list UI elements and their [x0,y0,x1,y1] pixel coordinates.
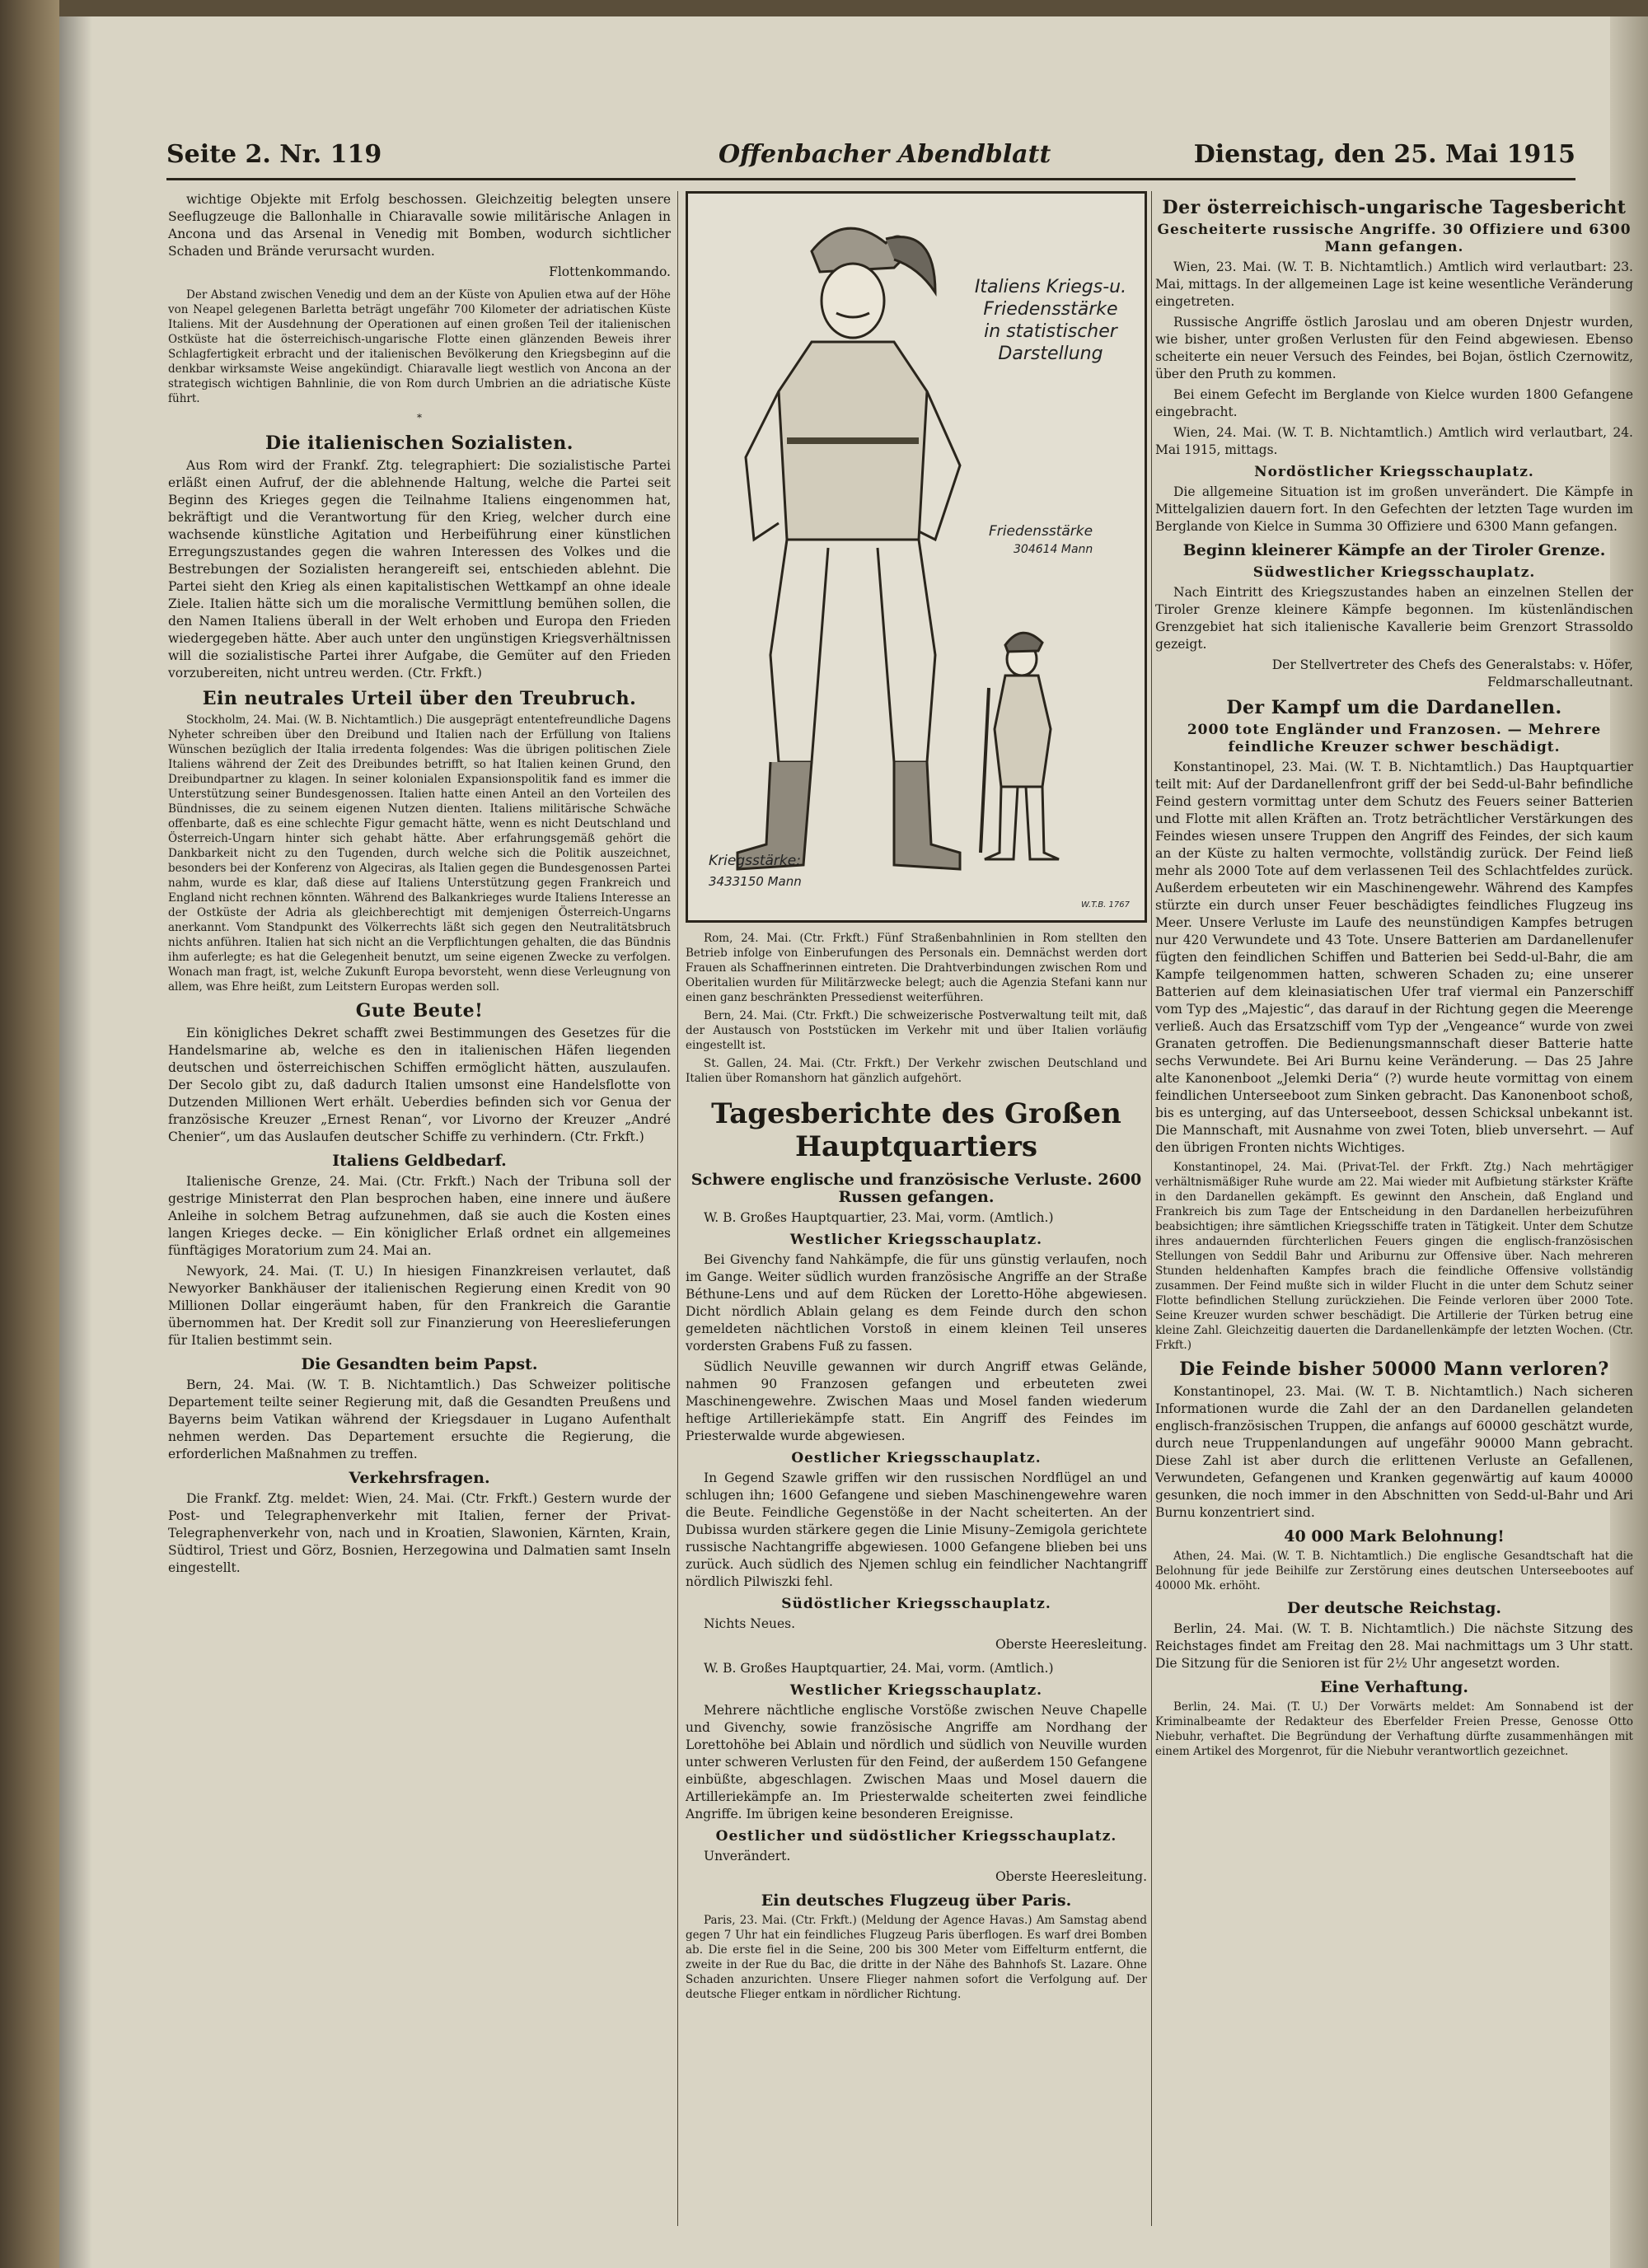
article-text: Wien, 23. Mai. (W. T. B. Nichtamtlich.) Amtlich wird verlautbart: 23. Mai, mittags. In der allgemeinen Lage ist keine wesentliche Veränderung eingetreten. [1155,260,1633,309]
separator: * [417,412,422,423]
illustration-signature: W.T.B. 1767 [1080,900,1130,910]
article-text: Die Frankf. Ztg. meldet: Wien, 24. Mai. (Ctr. Frkft.) Gestern wurde der Post- und Telegraphenverkehr mit Italien, ferner der Privat-Telegraphenverkehr von, nach und in Kroatien, Slawonien, Kärnten, Krain, Südtirol, Triest und Görz, Bosnien, Herzegowina und Dalmatien samt Inseln eingestellt. [168,1491,671,1575]
peace-strength-label: Friedensstärke [989,523,1093,540]
article-text: Berlin, 24. Mai. (W. T. B. Nichtamtlich.) Die nächste Sitzung des Reichstages findet am Freitag den 28. Mai nachmittags um 3 Uhr statt. Die Sitzung für die Senioren ist für 2½ Uhr angesetzt worden. [1155,1621,1633,1671]
article-text: wichtige Objekte mit Erfolg beschossen. Gleichzeitig belegten unsere Seeflugzeuge die Ballonhalle in Chiaravalle sowie militärische Anlagen in Ancona und das Arsenal in Venedig mit Bomben, wodurch sichtlicher Schaden und Brände verursacht wurden. [168,192,671,259]
article-text: Athen, 24. Mai. (W. T. B. Nichtamtlich.) Die englische Gesandtschaft hat die Belohnung für jede Beihilfe zur Zerstörung eines deutschen Unterseebootes auf 40000 Mk. erhöht. [1155,1550,1633,1592]
headline: Italiens Geldbedarf. [332,1152,507,1170]
headline: Ein neutrales Urteil über den Treubruch. [202,688,637,709]
subheadline: Südwestlicher Kriegsschauplatz. [1252,564,1536,581]
article-text: In Gegend Szawle griffen wir den russischen Nordflügel an und schlugen ihn; 1600 Gefangene und sieben Maschinengewehre waren die Beute. Feindliche Gegenstöße in der Nacht scheiterten. An der Dubissa wurden stärkere gegen die Linie Misuny–Zemigola gerichtete russische Nachtangriffe abgewiesen. 1000 Gefangene blieben bei uns zurück. Auch südlich des Njemen schlug ein feindlicher Nachtangriff nördlich Pilwiszki fehl. [686,1471,1147,1589]
article-text: Bern, 24. Mai. (W. T. B. Nichtamtlich.) Das Schweizer politische Departement teilte seiner Regierung mit, daß die Gesandten Preußens und Bayerns beim Vatikan während der Kriegsdauer in Lugano Aufenthalt nehmen werden. Das Departement ersuchte die Regierung, die erforderlichen Maßnahmen zu treffen. [168,1377,671,1461]
article-text: Paris, 23. Mai. (Ctr. Frkft.) (Meldung der Agence Havas.) Am Samstag abend gegen 7 Uhr hat ein feindliches Flugzeug Paris überflogen. Es warf drei Bomben ab. Die erste fiel in die Seine, 200 bis 300 Meter vom Eiffelturm entfernt, die zweite in der Rue du Bac, die dritte in der Nähe des Bahnhofs St. Lazare. Ohne Schaden anzurichten. Unsere Flieger nahmen sofort die Verfolgung auf. Der deutsche Flieger entkam in nördlicher Richtung. [686,1914,1147,2001]
column-1 [168,191,671,1580]
page-header [109,140,1575,181]
column-3 [1155,191,1633,1762]
headline: Verkehrsfragen. [349,1469,490,1487]
headline: Die Gesandten beim Papst. [301,1355,538,1373]
article-text: Bei einem Gefecht im Berglande von Kielce wurden 1800 Gefangene eingebracht. [1155,387,1633,419]
soldier-illustration [686,191,1147,923]
dateline: W. B. Großes Hauptquartier, 23. Mai, vorm. (Amtlich.) [704,1210,1054,1225]
article-signature: Flottenkommando. [549,264,671,279]
article-signature: Oberste Heeresleitung. [995,1637,1147,1652]
article-text: Konstantinopel, 23. Mai. (W. T. B. Nichtamtlich.) Nach sicheren Informationen wurde die Zahl der an den Dardanellen gelandeten englisch-französischen Truppen, die anfangs auf 60000 geschätzt wurde, durch neue Truppenlandungen auf ungefähr 90000 Mann gebracht. Diese Zahl ist aber durch die erlittenen Verluste an Gefallenen, Verwundeten, Gefangenen und Kranken gegenwärtig auf kaum 40000 gesunken, die noch immer in den Abschnitten von Sedd-ul-Bahr und Ari Burnu konzentriert sind. [1155,1384,1633,1520]
article-text: Südlich Neuville gewannen wir durch Angriff etwas Gelände, nahmen 90 Franzosen gefangen und erbeuteten zwei Maschinengewehre. Zwischen Maas und Mosel fanden wiederum heftige Artilleriekämpfe statt. Ein Angriff des Feindes im Priesterwalde wurde abgewiesen. [686,1359,1147,1443]
issue-date: Dienstag, den 25. Mai 1915 [1193,140,1575,169]
headline: Schwere englische und französische Verluste. 2600 Russen gefangen. [691,1171,1142,1206]
article-signature: Oberste Heeresleitung. [995,1869,1147,1884]
article-text: Mehrere nächtliche englische Vorstöße zwischen Neuve Chapelle und Givenchy, sowie französische Angriffe am Nordhang der Lorettohöhe bei Ablain und nördlich und südlich von Neuville wurden unter schweren Verlusten für den Feind, der außerdem 150 Gefangene einbüßte, abgeschlagen. Zwischen Maas und Mosel dauern die Artilleriekämpfe an. Im Priesterwalde scheiterten zwei feindliche Angriffe. Im übrigen keine besonderen Ereignisse. [686,1703,1147,1821]
article-text: Bei Givenchy fand Nahkämpfe, die für uns günstig verlaufen, noch im Gange. Weiter südlich wurden französische Angriffe an der Straße Béthune-Lens und auf dem Rücken der Loretto-Höhe abgewiesen. Dicht nördlich Ablain gelang es dem Feinde durch den schon gemeldeten nächtlichen Vorstoß in einem kleinen Teil unseres vordersten Grabens Fuß zu fassen. [686,1252,1147,1354]
article-text: Nichts Neues. [704,1616,796,1631]
subheadline: Westlicher Kriegsschauplatz. [789,1232,1043,1248]
headline: Tagesberichte des Großen Hauptquartiers [711,1097,1121,1163]
subheadline: Südöstlicher Kriegsschauplatz. [781,1596,1051,1612]
subheadline: 2000 tote Engländer und Franzosen. — Mehrere feindliche Kreuzer schwer beschädigt. [1187,722,1602,755]
article-text: Konstantinopel, 23. Mai. (W. T. B. Nichtamtlich.) Das Hauptquartier teilt mit: Auf der Dardanellenfront griff der bei Sedd-ul-Bahr befindliche Feind gestern vormittag unter dem Schutz des Feuers seiner Batterien und Flotte mit allen Kräften an. Trotz beträchtlicher Verstärkungen des Feindes wiesen unsere Truppen den Angriff des Feindes, der sich kaum an der Küste zu halten vermochte, vollständig zurück. Der Feind ließ mehr als 2000 Tote auf dem verlassenen Teil des Schlachtfeldes zurück. Außerdem erbeuteten wir ein Maschinengewehr. Während des Kampfes stürzte ein durch unser Feuer beschädigtes feindliches Flugzeug ins Meer. Unsere Verluste im Laufe des neunstündigen Kampfes betrugen nur 420 Verwundete und 43 Tote. Unsere Batterien am Dardanellenufer fügten den feindlichen Schiffen und Batterien bei Sedd-ul-Bahr, die am Kampfe teilgenommen hatten, schweren Schaden zu; eine unserer Batterien auf dem kleinasiatischen Ufer traf viermal ein Panzerschiff vom Typ des „Majestic“, das darauf in der Richtung gegen die Meerenge verließ. Auch das Ersatzschiff vom Typ der „Vengeance“ wurde von zwei Granaten getroffen. Die Bedienungsmannschaft dieser Batterie hatte sechs Verwundete. Bei Ari Burnu keine Veränderung. — Das 25 Jahre alte Kanonenboot „Jelemki Deria“ (?) wurde heute vormittag von einem feindlichen Unterseeboot zum Sinken gebracht. Das Kanonenboot schoß, bis es unterging, auf das Unterseeboot, dessen Schicksal unbekannt ist. Die Mannschaft, mit Ausnahme von zwei Toten, blieb unversehrt. — Auf den übrigen Fronten nichts Wichtiges. [1155,760,1633,1155]
column-rule [1151,191,1152,2226]
headline: Beginn kleinerer Kämpfe an der Tiroler Grenze. [1182,541,1606,559]
column-rule [677,191,678,2226]
subheadline: Gescheiterte russische Angriffe. 30 Offiziere und 6300 Mann gefangen. [1157,222,1632,255]
gutter-shadow [59,16,92,2268]
article-text: Newyork, 24. Mai. (T. U.) In hiesigen Finanzkreisen verlautet, daß Newyorker Bankhäuser der italienischen Regierung einen Kredit von 90 Millionen Dollar eingeräumt haben, für den Frankreich die Garantie übernommen hat. Der Kredit soll zur Finanzierung von Heereslieferungen für Italien bestimmt sein. [168,1264,671,1348]
war-strength-value: 3433150 Mann [709,874,802,889]
headline: Die italienischen Sozialisten. [265,433,574,454]
headline: Eine Verhaftung. [1320,1678,1468,1696]
headline: Gute Beute! [355,1000,484,1022]
article-text: Ein königliches Dekret schafft zwei Bestimmungen des Gesetzes für die Handelsmarine ab, welche es den in italienischen Häfen liegenden deutschen und österreichischen Schiffen ermöglicht hätten, auszulaufen. Der Secolo gibt zu, daß dadurch Italien umsonst eine Handelsflotte von Dutzenden Millionen Wert erhält. Ueberdies befinden sich vor Genua der französische Kreuzer „Ernest Renan“, vor Livorno der Kreuzer „André Chenier“, um das Auslaufen deutscher Schiffe zu verhindern. (Ctr. Frkft.) [168,1026,671,1144]
newspaper-page [59,16,1648,2268]
column-2 [686,191,1147,2005]
headline: Der österreichisch-ungarische Tagesbericht [1162,197,1627,218]
headline: Der Kampf um die Dardanellen. [1226,697,1562,718]
article-text: Der Abstand zwischen Venedig und dem an der Küste von Apulien etwa auf der Höhe von Neapel gelegenen Barletta beträgt ungefähr 700 Kilometer der adriatischen Küste Italiens. Mit der Ausdehnung der Operationen auf einen großen Teil der italienischen Ostküste hat die österreichisch-ungarische Flotte einen glänzenden Beweis ihrer Schlagfertigkeit erbracht und der italienischen Bevölkerung den Kriegsbeginn auf die denkbar wirksamste Weise angekündigt. Chiaravalle liegt westlich von Ancona an der strategisch wichtigen Bahnlinie, die von Rom durch Umbrien an die adriatische Küste führt. [168,288,671,405]
article-text: Bern, 24. Mai. (Ctr. Frkft.) Die schweizerische Postverwaltung teilt mit, daß der Austausch von Poststücken im Verkehr mit und über Italien vorläufig eingestellt ist. [686,1009,1147,1052]
dateline: W. B. Großes Hauptquartier, 24. Mai, vorm. (Amtlich.) [704,1661,1054,1676]
article-text: Italienische Grenze, 24. Mai. (Ctr. Frkft.) Nach der Tribuna soll der gestrige Ministerrat den Plan besprochen haben, eine innere und äußere Anleihe in solchem Betrag aufzunehmen, daß sie auch die Kosten eines langen Krieges decke. — Ein königlicher Erlaß ordnet ein allgemeines fünftägiges Moratorium zum 24. Mai an. [168,1174,671,1258]
headline: Ein deutsches Flugzeug über Paris. [761,1892,1072,1910]
article-text: Aus Rom wird der Frankf. Ztg. telegraphiert: Die sozialistische Partei erläßt einen Aufruf, der die ablehnende Haltung, welche die Partei seit Beginn des Krieges gegen die Teilnahme Italiens eingenommen hat, bekräftigt und die Verantwortung für den Krieg, welcher durch eine wachsende künstliche Agitation und Herbeiführung einer künstlichen Erregungszustandes gegen die wahren Interessen des Volkes und die Bestrebungen der Sozialisten herangereift sei, entschieden ablehnt. Die Partei sieht den Krieg als einen kapitalistischen Wettkampf an ohne ideale Ziele. Italien hätte sich um die moralische Vermittlung bemühen sollen, die den Namen Italiens überall in der Welt erhoben und Europa den Frieden wiedergegeben hätte. Aber auch unter den ungünstigen Kriegsverhältnissen will die sozialistische Partei ihrer Aufgabe, die Gemüter auf den Frieden vorzubereiten, nicht untreu werden. (Ctr. Frkft.) [168,458,671,680]
newspaper-title: Offenbacher Abendblatt [719,140,1051,169]
article-text: Konstantinopel, 24. Mai. (Privat-Tel. der Frkft. Ztg.) Nach mehrtägiger verhältnismäßiger Ruhe wurde am 22. Mai wieder mit Aufbietung stärkster Kräfte in den Dardanellen gekämpft. Es gewinnt den Anschein, daß England und Frankreich bis zum Tage der Entscheidung in den Dardanellen herbeizuführen beabsichtigen; ihre sämtlichen Kriegsschiffe traten in Tätigkeit. Unter dem Schutze ihres andauernden fürchterlichen Feuers gingen die englisch-französischen Stellungen von Seddil Bahr und Ariburnu zur Offensive über. Nach mehreren Stunden heldenhaften Kampfes brach die feindliche Offensive vollständig zusammen. Der Feind mußte sich in wilder Flucht in die unter dem Schutz seiner Flotte befindlichen Stellung zurückziehen. Die Feinde verloren über 2000 Tote. Seine Kreuzer wurden schwer beschädigt. Die Artillerie der Türken betrug eine kleine Zahl. Gleichzeitig dauerten die Dardanellenkämpfe der letzten Wochen. (Ctr. Frkft.) [1155,1161,1633,1352]
article-text: Nach Eintritt des Kriegszustandes haben an einzelnen Stellen der Tiroler Grenze kleinere Kämpfe begonnen. Im küstenländischen Grenzgebiet hat sich italienische Kavallerie beim Grenzort Strassoldo gezeigt. [1155,585,1633,652]
article-text: St. Gallen, 24. Mai. (Ctr. Frkft.) Der Verkehr zwischen Deutschland und Italien über Romanshorn hat gänzlich aufgehört. [686,1057,1147,1085]
subheadline: Oestlicher Kriegsschauplatz. [791,1450,1042,1466]
subheadline: Nordöstlicher Kriegsschauplatz. [1254,464,1534,480]
war-strength-label: Kriegsstärke: [709,853,801,869]
article-text: Rom, 24. Mai. (Ctr. Frkft.) Fünf Straßenbahnlinien in Rom stellten den Betrieb infolge von Einberufungen des Personals ein. Demnächst werden dort Frauen als Schaffnerinnen eintreten. Die Drahtverbindungen zwischen Rom und Oberitalien wurden für Militärzwecke belegt; auch die Agenzia Stefani kann nur einen ganz beschränkten Pressedienst weiterführen. [686,932,1147,1004]
illustration-title: Italiens Kriegs-u. Friedensstärke in statistischer Darstellung [974,277,1127,364]
page-number: Seite 2. Nr. 119 [166,140,382,169]
article-signature: Der Stellvertreter des Chefs des Generalstabs: v. Höfer, Feldmarschalleutnant. [1271,657,1633,690]
article-text: Unverändert. [704,1849,791,1864]
headline: 40 000 Mark Belohnung! [1284,1527,1505,1546]
article-text: Die allgemeine Situation ist im großen unverändert. Die Kämpfe in Mittelgalizien dauern fort. In den Gefechten der letzten Tage wurden im Berglande von Kielce in Summa 30 Offiziere und 6300 Mann gefangen. [1155,484,1633,534]
headline: Die Feinde bisher 50000 Mann verloren? [1179,1358,1609,1380]
subheadline: Oestlicher und südöstlicher Kriegsschauplatz. [715,1828,1117,1845]
subheadline: Westlicher Kriegsschauplatz. [789,1682,1043,1699]
headline: Der deutsche Reichstag. [1286,1599,1502,1617]
peace-strength-value: 304614 Mann [1014,543,1093,556]
book-binding [0,0,59,2268]
article-text: Russische Angriffe östlich Jaroslau und am oberen Dnjestr wurden, wie bisher, unter großen Verlusten für den Feind abgewiesen. Ebenso scheiterte ein neuer Versuch des Feindes, bei Bojan, östlich Czernowitz, über den Pruth zu kommen. [1155,315,1633,381]
header-rule [166,178,1575,180]
article-text: Berlin, 24. Mai. (T. U.) Der Vorwärts meldet: Am Sonnabend ist der Kriminalbeamte der Redakteur des Eberfelder Freien Presse, Genosse Otto Niebuhr, verhaftet. Die Begründung der Verhaftung dürfte zusammenhängen mit einem Artikel des Morgenrot, für die Niebuhr verantwortlich gezeichnet. [1155,1700,1633,1758]
article-text: Wien, 24. Mai. (W. T. B. Nichtamtlich.) Amtlich wird verlautbart, 24. Mai 1915, mittags. [1155,425,1633,457]
article-text: Stockholm, 24. Mai. (W. B. Nichtamtlich.) Die ausgeprägt ententefreundliche Dagens Nyheter schreiben über den Dreibund und Italien nach der Erfüllung von Italiens Wünschen bezüglich der Italia irredenta folgendes: Was die übrigen politischen Ziele Italiens während der Zeit des Dreibundes betrifft, so hat Italien keinen Grund, den Dreibundpartner zu klagen. In seiner kolonialen Expansionspolitik fand es immer die Unterstützung seiner Bundesgenossen. Italien hatte einen Anteil an den Vorteilen des Bündnisses, die zu seinem eigenen Nutzen dienten. Italiens militärische Schwäche offenbarte, daß es eine schlechte Figur gemacht hätte, wenn es nicht Deutschland und Österreich-Ungarn hinter sich gehabt hätte. Aber erfahrungsgemäß gehört die Dankbarkeit nicht zu den Tugenden, durch welche sich die Politik auszeichnet, besonders bei der Konferenz von Algeciras, als Italien gegen die Bundesgenossen Partei nahm, wurde es klar, daß diese auf Italiens Unterstützung gegen Frankreich und England nicht rechnen könnten. Während des Balkankrieges wurde Italiens Interesse an der Ostküste der Adria als gleichberechtigt mit demjenigen Österreich-Ungarns anerkannt. Vom Standpunkt des Völkerrechts läßt sich gegen den Neutralitätsbruch nichts anführen. Italien hat sich nicht an die Verpflichtungen gehalten, die das Bündnis ihm auferlegte; es hat die Gelegenheit benutzt, um seine eigenen Zwecke zu verfolgen. Wonach man fragt, ist, welche Zukunft Europa bevorsteht, wenn diese Verleugnung von allem, was Ehre heißt, zum Leitstern Europas werden soll. [168,713,671,994]
